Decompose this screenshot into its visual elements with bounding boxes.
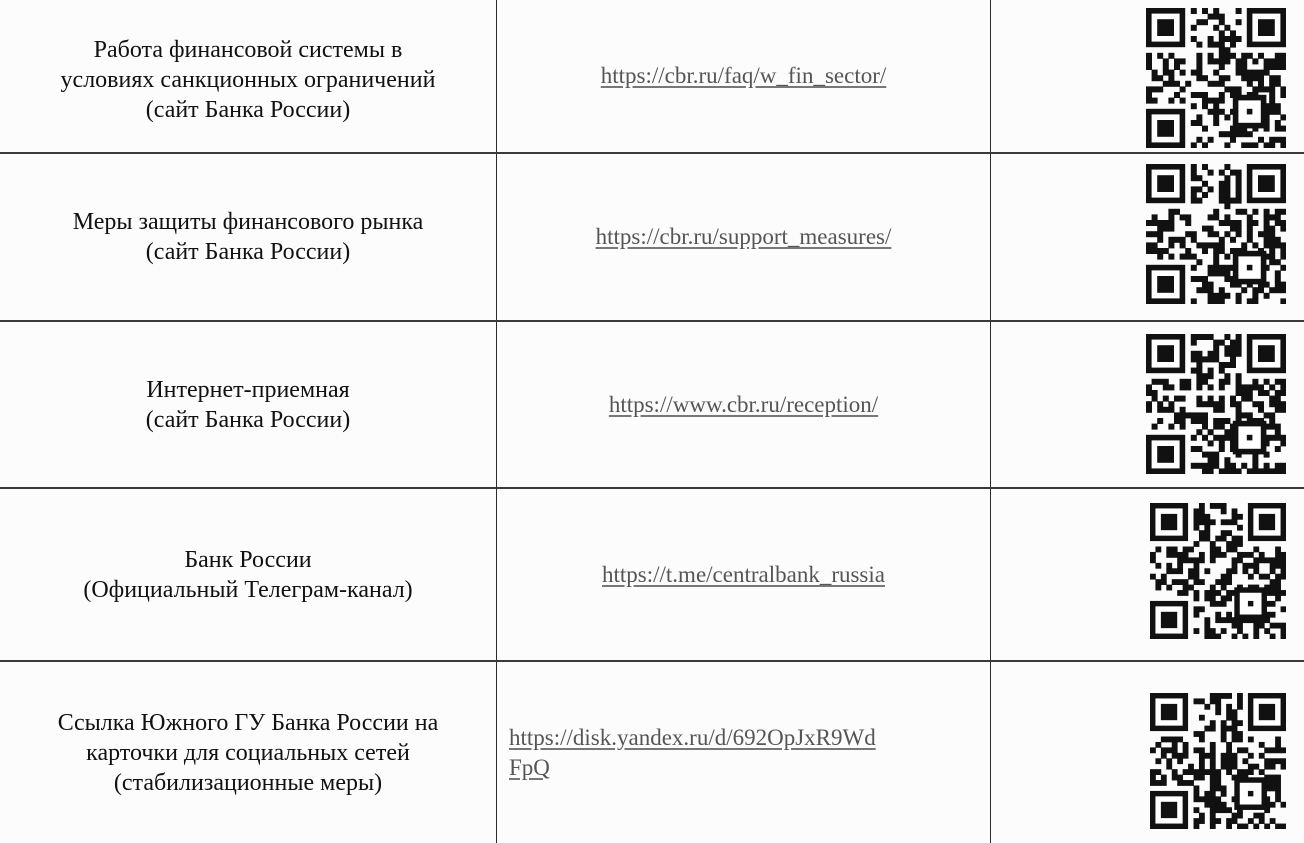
qr-code-icon — [1150, 690, 1286, 832]
row-link[interactable]: https://t.me/centralbank_russia — [602, 561, 885, 587]
row-link[interactable]: https://disk.yandex.ru/d/692OpJxR9Wd FpQ — [509, 724, 876, 780]
qr-code-icon — [1150, 501, 1286, 641]
row-description: Меры защиты финансового рынка (сайт Банка России) — [72, 209, 424, 265]
qr-code-icon — [1146, 8, 1286, 148]
row-description: Ссылка Южного ГУ Банка России на карточки для социальных сетей (стабилизационные меры) — [57, 709, 439, 796]
qr-code-icon — [1146, 332, 1286, 475]
qr-code-graphic — [1150, 693, 1286, 829]
column-divider — [990, 0, 991, 843]
qr-code-graphic — [1146, 334, 1286, 474]
qr-code-icon — [1146, 164, 1286, 304]
row-description: Банк России (Официальный Телеграм-канал) — [83, 546, 413, 603]
row-link[interactable]: https://www.cbr.ru/reception/ — [608, 391, 879, 417]
qr-code-graphic — [1146, 8, 1286, 148]
qr-code-graphic — [1150, 503, 1286, 639]
qr-code-graphic — [1146, 164, 1286, 304]
row-link[interactable]: https://cbr.ru/support_measures/ — [595, 224, 892, 249]
row-description: Работа финансовой системы в условиях санкционных ограничений (сайт Банка России) — [60, 37, 436, 123]
row-link[interactable]: https://cbr.ru/faq/w_fin_sector/ — [600, 63, 887, 88]
row-description: Интернет-приемная (сайт Банка России) — [145, 376, 351, 433]
